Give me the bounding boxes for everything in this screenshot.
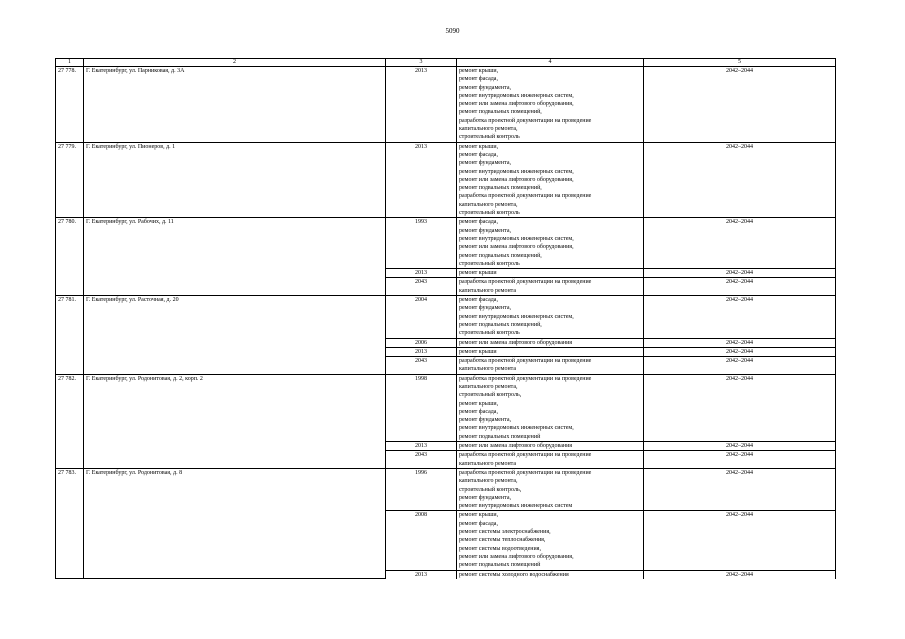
work-item: ремонт системы электроснабжения, [459, 529, 551, 536]
work-item: строительный контроль, [459, 486, 522, 493]
work-item: ремонт фасада, [459, 408, 498, 415]
period-cell: 2042–2044 [644, 570, 836, 579]
work-item: ремонт или замена лифтового оборудования, [459, 176, 574, 183]
work-item: ремонт крыши, [459, 68, 499, 74]
year-cell: 2006 [386, 338, 457, 347]
year-cell: 2013 [386, 442, 457, 451]
entry-number-cell: 27 780. [56, 218, 84, 296]
work-item: ремонт фундамента, [459, 494, 511, 501]
work-item: капитального ремонта, [459, 383, 518, 390]
table-row [56, 67, 836, 143]
address-cell: Г. Екатеринбург, ул. Родонитовая, д. 8 [84, 468, 386, 578]
work-item: ремонт внутридомовых инженерных систем [459, 503, 573, 510]
address-cell: Г. Екатеринбург, ул. Расточная, д. 20 [84, 296, 386, 375]
table-row [56, 374, 836, 441]
work-item: разработка проектной документации на проведение [459, 193, 592, 200]
work-item: ремонт или замена лифтового оборудования, [459, 101, 574, 108]
work-item: ремонт внутридомовых инженерных систем, [459, 235, 574, 242]
header-cell-2: 2 [84, 59, 386, 67]
work-item: строительный контроль, [459, 392, 522, 399]
works-cell [457, 338, 644, 347]
year-cell: 2013 [386, 67, 457, 143]
year-cell: 2013 [386, 269, 457, 278]
works-cell [457, 511, 644, 570]
table-header-row [56, 59, 836, 67]
header-cell-4: 4 [457, 59, 644, 67]
work-item: строительный контроль [459, 210, 520, 217]
work-item: ремонт фасада, [459, 151, 498, 158]
header-cell-5: 5 [644, 59, 836, 67]
entry-number-cell: 27 781. [56, 296, 84, 375]
work-item: ремонт системы теплоснабжения, [459, 537, 546, 544]
works-cell [457, 269, 644, 278]
entry-number-cell: 27 778. [56, 67, 84, 143]
year-cell: 1996 [386, 468, 457, 510]
works-cell [457, 451, 644, 469]
work-item: ремонт крыши, [459, 143, 499, 150]
year-cell: 1993 [386, 218, 457, 269]
table-row [56, 296, 836, 338]
period-cell: 2042–2044 [644, 218, 836, 269]
work-item: ремонт крыши, [459, 512, 499, 519]
work-item: ремонт фасада, [459, 297, 498, 304]
period-cell: 2042–2044 [644, 374, 836, 441]
work-item: ремонт крыши [459, 348, 497, 355]
work-item: ремонт фасада, [459, 219, 498, 226]
year-cell: 2008 [386, 511, 457, 570]
works-cell [457, 570, 644, 579]
work-item: ремонт или замена лифтового оборудования [459, 443, 573, 450]
address-cell: Г. Екатеринбург, ул. Родонитовая, д. 2, корп. 2 [84, 374, 386, 468]
work-item: ремонт внутридомовых инженерных систем, [459, 92, 574, 99]
work-item: ремонт крыши, [459, 400, 499, 407]
work-item: ремонт подвальных помещений [459, 433, 541, 440]
period-cell: 2042–2044 [644, 357, 836, 375]
table-row [56, 468, 836, 510]
work-item: разработка проектной документации на проведение [459, 375, 592, 382]
period-cell: 2042–2044 [644, 442, 836, 451]
work-item: капитального ремонта, [459, 478, 518, 485]
period-cell: 2042–2044 [644, 347, 836, 356]
work-item: ремонт или замена лифтового оборудования [459, 339, 573, 346]
work-item: разработка проектной документации на проведение [459, 117, 592, 124]
work-item: ремонт фундамента, [459, 84, 511, 91]
address-cell: Г. Екатеринбург, ул. Рабочих, д. 11 [84, 218, 386, 296]
year-cell: 1998 [386, 374, 457, 441]
work-item: ремонт подвальных помещений, [459, 185, 542, 192]
works-cell [457, 142, 644, 218]
work-item: ремонт фундамента, [459, 227, 511, 234]
work-item: ремонт подвальных помещений, [459, 252, 542, 259]
year-cell: 2043 [386, 451, 457, 469]
work-item: строительный контроль [459, 260, 520, 267]
work-item: ремонт фундамента, [459, 160, 511, 167]
work-item: разработка проектной документации на проведение [459, 279, 592, 286]
works-cell [457, 468, 644, 510]
works-cell [457, 67, 644, 143]
work-item: ремонт фундамента, [459, 417, 511, 424]
period-cell: 2042–2044 [644, 67, 836, 143]
period-cell: 2042–2044 [644, 468, 836, 510]
period-cell: 2042–2044 [644, 278, 836, 296]
works-cell [457, 296, 644, 338]
work-item: разработка проектной документации на проведение [459, 358, 592, 365]
entry-number-cell: 27 779. [56, 142, 84, 218]
work-item: ремонт системы водоотведения, [459, 545, 541, 552]
work-item: строительный контроль [459, 330, 520, 337]
works-cell [457, 357, 644, 375]
work-item: ремонт фундамента, [459, 305, 511, 312]
period-cell: 2042–2044 [644, 269, 836, 278]
period-cell: 2042–2044 [644, 296, 836, 338]
year-cell: 2013 [386, 347, 457, 356]
work-item: ремонт подвальных помещений [459, 562, 541, 569]
header-cell-3: 3 [386, 59, 457, 67]
table-body [56, 59, 836, 579]
year-cell: 2013 [386, 142, 457, 218]
work-item: ремонт внутридомовых инженерных систем, [459, 313, 574, 320]
period-cell: 2042–2044 [644, 338, 836, 347]
work-item: разработка проектной документации на проведение [459, 452, 592, 459]
table-row [56, 218, 836, 269]
work-item: ремонт подвальных помещений, [459, 321, 542, 328]
work-item: ремонт крыши [459, 270, 497, 277]
work-item: капитального ремонта [459, 366, 517, 373]
year-cell: 2043 [386, 278, 457, 296]
work-item: ремонт или замена лифтового оборудования, [459, 244, 574, 251]
work-item: ремонт подвальных помещений, [459, 109, 542, 116]
work-item: ремонт фасада, [459, 76, 498, 83]
work-item: ремонт или замена лифтового оборудования, [459, 553, 574, 560]
entry-number-cell: 27 783. [56, 468, 84, 578]
address-cell: Г. Екатеринбург, ул. Парниковая, д. 3А [84, 67, 386, 143]
works-cell [457, 278, 644, 296]
work-item: ремонт фасада, [459, 520, 498, 527]
works-cell [457, 442, 644, 451]
period-cell: 2042–2044 [644, 142, 836, 218]
work-item: капитального ремонта, [459, 201, 518, 208]
work-item: ремонт системы холодного водоснабжения [459, 571, 569, 578]
works-cell [457, 218, 644, 269]
works-cell [457, 347, 644, 356]
work-item: ремонт внутридомовых инженерных систем, [459, 425, 574, 432]
page-number: 5090 [445, 27, 460, 35]
entry-number-cell: 27 782. [56, 374, 84, 468]
table-row [56, 142, 836, 218]
year-cell: 2043 [386, 357, 457, 375]
capital-repair-table [55, 58, 836, 579]
works-cell [457, 374, 644, 441]
work-item: ремонт внутридомовых инженерных систем, [459, 168, 574, 175]
work-item: капитального ремонта, [459, 126, 518, 133]
period-cell: 2042–2044 [644, 511, 836, 570]
work-item: строительный контроль [459, 134, 520, 141]
year-cell: 2004 [386, 296, 457, 338]
header-cell-1: 1 [56, 59, 84, 67]
work-item: капитального ремонта [459, 287, 517, 294]
work-item: капитального ремонта [459, 460, 517, 467]
year-cell: 2013 [386, 570, 457, 579]
period-cell: 2042–2044 [644, 451, 836, 469]
work-item: разработка проектной документации на проведение [459, 469, 592, 476]
address-cell: Г. Екатеринбург, ул. Пионеров, д. 1 [84, 142, 386, 218]
